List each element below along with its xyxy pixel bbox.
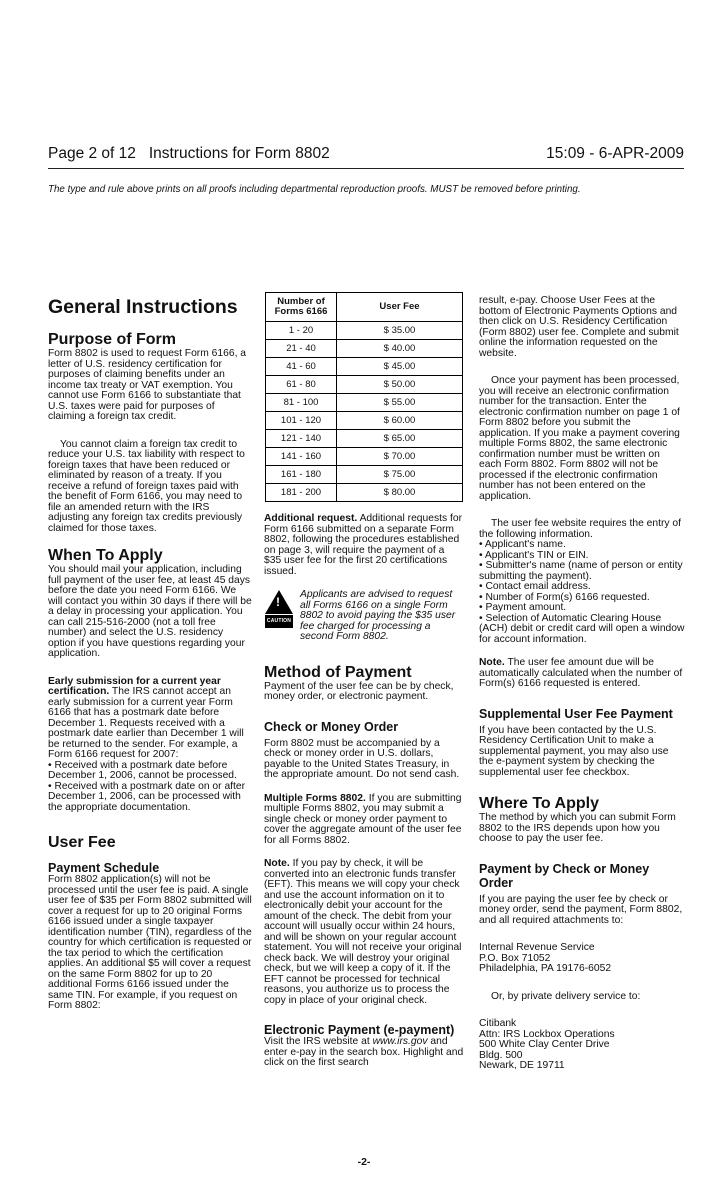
table-header-fee: User Fee xyxy=(337,293,463,322)
general-instructions-title: General Instructions xyxy=(48,296,238,318)
purpose-paragraph-2: You cannot claim a foreign tax credit to reduce your U.S. tax liability with respect to foreign taxes that have been reduced or eliminated by reason of a treaty. If you receive a refund of foreign taxes paid with the benefit of Form 6166, you may need to file an amended return with the IRS adjusting any foreign tax credits previously claimed for those taxes. xyxy=(48,438,245,534)
user-fee-table xyxy=(265,292,463,502)
private-delivery-text: Or, by private delivery service to: xyxy=(491,990,641,1002)
list-item: • Applicant's TIN or EIN. xyxy=(479,549,589,561)
check-note-text: If you pay by check, it will be converted into an electronic funds transfer (EFT). This means we will copy your check and use the account information on it to electronically debit your account for the amount of the check. The debit from your account will usually occur within 24 hours, and will be shown on your regular account statement. You will not receive your original check back. We will destroy your original check, but we will keep a copy of it. If the EFT cannot be processed for technical reasons, you authorize us to process the copy in place of your original check. xyxy=(264,858,462,1006)
purpose-paragraph-1: Form 8802 is used to request Form 6166, a letter of U.S. residency certification for purposes of claiming benefits under an income tax treaty or VAT exemption. You cannot use Form 6166 to substantiate that U.S. taxes were paid for purposes of claiming a foreign tax credit. xyxy=(48,348,247,422)
list-item: • Applicant's name. xyxy=(479,539,566,550)
table-row xyxy=(266,448,463,466)
table-cell-range: 41 - 60 xyxy=(266,358,337,376)
method-of-payment-heading: Method of Payment xyxy=(264,663,412,681)
table-cell-fee: $ 50.00 xyxy=(337,376,463,394)
early-submission-paragraph xyxy=(48,677,253,761)
address-line: Bldg. 500 xyxy=(479,1049,523,1061)
header-right: 15:09 - 6-APR-2009 xyxy=(546,145,684,162)
table-cell-range: 121 - 140 xyxy=(266,430,337,448)
page-number: -2- xyxy=(357,1156,371,1168)
caution-label: CAUTION xyxy=(265,615,293,628)
address-line: Attn: IRS Lockbox Operations xyxy=(479,1028,615,1040)
multiple-forms-paragraph xyxy=(264,794,464,847)
check-money-order-paragraph: Form 8802 must be accompanied by a check or money order in U.S. dollars, payable to the United States Treasury, in the appropriate amount. Do not send cash. xyxy=(264,737,460,780)
when-to-apply-heading: When To Apply xyxy=(48,547,163,564)
list-item: • Contact email address. xyxy=(479,581,591,592)
caution-text: Applicants are advised to request all Forms 6166 on a single Form 8802 to avoid paying the $35 user fee charged for processing a second Form 8802. xyxy=(300,589,456,642)
column-1 xyxy=(48,296,253,1012)
address-line: Philadelphia, PA 19176-6052 xyxy=(479,963,612,974)
epayment-heading: Electronic Payment (e-payment) xyxy=(264,1023,455,1037)
table-row xyxy=(266,412,463,430)
epayment-paragraph xyxy=(264,1037,464,1069)
early-bullet-2: • Received with a postmark date on or after December 1, 2006, can be processed with the appropriate documentation. xyxy=(48,780,246,813)
list-item: • Selection of Automatic Clearing House (ACH) debit or credit card will open a window for account information. xyxy=(479,612,685,645)
table-row xyxy=(266,394,463,412)
table-row xyxy=(266,376,463,394)
caution-box xyxy=(264,590,464,643)
table-cell-range: 141 - 160 xyxy=(266,448,337,466)
warning-triangle-icon: ! xyxy=(265,590,293,614)
early-submission-lead: Early submission for a current year certification. xyxy=(48,675,221,697)
additional-request-text: Additional requests for Form 6166 submitted on a separate Form 8802, following the procedures established on page 3, will require the payment of a $35 user fee for the first 20 certifications issued. xyxy=(264,513,463,577)
required-info-list xyxy=(479,540,685,645)
fee-note-lead: Note. xyxy=(479,657,505,668)
address-line: Newark, DE 19711 xyxy=(479,1060,565,1071)
table-cell-fee: $ 80.00 xyxy=(337,484,463,502)
payment-schedule-paragraph: Form 8802 application(s) will not be processed until the user fee is paid. A single user fee of $35 per Form 8802 submitted will cover a request for up to 20 original Forms 6166 issued under a single taxpayer identification number (TIN), regardless of the country for which certification is requested or the tax period to which the certification applies. An additional $5 will cover a request on the same Form 8802 for up to 20 additional Forms 6166 issued under the same TIN. For example, if you request on Form 8802: xyxy=(48,874,252,1011)
table-cell-fee: $ 35.00 xyxy=(337,322,463,340)
payment-schedule-heading: Payment Schedule xyxy=(48,861,160,875)
table-cell-range: 161 - 180 xyxy=(266,466,337,484)
address-line: 500 White Clay Center Drive xyxy=(479,1039,610,1050)
table-cell-fee: $ 70.00 xyxy=(337,448,463,466)
table-cell-range: 21 - 40 xyxy=(266,340,337,358)
list-item: • Submitter's name (name of person or entity submitting the payment). xyxy=(479,560,683,582)
column-3 xyxy=(479,296,685,1072)
early-bullet-1: • Received with a postmark date before December 1, 2006, cannot be processed. xyxy=(48,759,237,781)
fee-note-paragraph xyxy=(479,658,685,690)
early-submission-text: The IRS cannot accept an early submission for a current year Form 6166 that has a postmark date before December 1. Requests received with a postmark date earlier than December 1 will be returned to the sender. For example, a Form 6166 request for 2007: xyxy=(48,686,244,760)
purpose-heading: Purpose of Form xyxy=(48,331,177,348)
table-cell-fee: $ 55.00 xyxy=(337,394,463,412)
table-row xyxy=(266,484,463,502)
multiple-forms-lead: Multiple Forms 8802. xyxy=(264,792,366,804)
table-row xyxy=(266,322,463,340)
table-cell-range: 1 - 20 xyxy=(266,322,337,340)
table-cell-range: 61 - 80 xyxy=(266,376,337,394)
table-cell-fee: $ 45.00 xyxy=(337,358,463,376)
method-of-payment-paragraph: Payment of the user fee can be by check, money order, or electronic payment. xyxy=(264,680,454,702)
proof-note: The type and rule above prints on all proofs including departmental reproduction proofs. MUST be removed before printing. xyxy=(48,184,581,195)
epayment-text-b: and enter e-pay in the search box. Highlight and click on the first search xyxy=(264,1036,464,1068)
check-note-lead: Note. xyxy=(264,858,290,869)
table-row xyxy=(266,466,463,484)
table-row xyxy=(266,358,463,376)
check-note-paragraph xyxy=(264,859,464,1006)
table-cell-range: 181 - 200 xyxy=(266,484,337,502)
additional-request-lead: Additional request. xyxy=(264,513,358,524)
list-item: • Number of Form(s) 6166 requested. xyxy=(479,591,650,603)
confirmation-number-paragraph: Once your payment has been processed, you will receive an electronic confirmation number for the transaction. Enter the electronic confirmation number on page 1 of Form 8802 before you submit the application. If you make a payment covering multiple Forms 8802, the same electronic confirmation number must be written on each Form 8802. Form 8802 will not be processed if the electronic confirmation number has not been entered on the application. xyxy=(479,375,680,502)
table-cell-fee: $ 40.00 xyxy=(337,340,463,358)
epayment-text-a: Visit the IRS website at xyxy=(264,1036,373,1047)
supplemental-fee-paragraph: If you have been contacted by the U.S. Residency Certification Unit to make a supplemental payment, you may also use the e-payment system by checking the supplemental user fee checkbox. xyxy=(479,724,669,778)
address-line: P.O. Box 71052 xyxy=(479,952,551,964)
payment-by-check-heading: Payment by Check or Money Order xyxy=(479,861,650,890)
table-row xyxy=(266,430,463,448)
multiple-forms-text: If you are submitting multiple Forms 8802, you may submit a single check or money order payment to cover the aggregate amount of the user fee for all Forms 8802. xyxy=(264,792,462,846)
when-to-apply-paragraph: You should mail your application, including full payment of the user fee, at least 45 days before the date you need Form 6166. We will contact you within 30 days if there will be a delay in processing your application. You can call 215-516-2000 (not a toll free number) and select the U.S. residency option if you have questions regarding your application. xyxy=(48,564,252,659)
additional-request-paragraph xyxy=(264,514,464,577)
epay-continued-paragraph: result, e-pay. Choose User Fees at the bottom of Electronic Payments Options and then click on U.S. Residency Certification (Form 8802) user fee. Complete and submit online the information requested on the website. xyxy=(479,295,679,359)
header-left: Page 2 of 12 Instructions for Form 8802 xyxy=(48,145,330,162)
irs-mailing-address xyxy=(479,943,685,975)
user-fee-heading: User Fee xyxy=(48,834,116,851)
where-to-apply-heading: Where To Apply xyxy=(479,795,599,812)
list-item: • Payment amount. xyxy=(479,602,567,613)
payment-by-check-paragraph: If you are paying the user fee by check or money order, send the payment, Form 8802, and all required attachments to: xyxy=(479,893,683,926)
table-header-forms: Number of Forms 6166 xyxy=(266,293,337,322)
address-line: Citibank xyxy=(479,1018,517,1029)
caution-icon xyxy=(264,590,294,628)
table-cell-fee: $ 75.00 xyxy=(337,466,463,484)
table-cell-range: 81 - 100 xyxy=(266,394,337,412)
address-line: Internal Revenue Service xyxy=(479,942,595,953)
header-rule xyxy=(48,168,684,169)
fee-note-text: The user fee amount due will be automatically calculated when the number of Form(s) 6166 requested is entered. xyxy=(479,657,683,689)
private-delivery-address xyxy=(479,1019,685,1072)
supplemental-fee-heading: Supplemental User Fee Payment xyxy=(479,706,673,721)
table-row xyxy=(266,340,463,358)
column-2 xyxy=(264,514,464,1069)
check-money-order-heading: Check or Money Order xyxy=(264,719,399,734)
website-requirements-paragraph: The user fee website requires the entry of the following information. xyxy=(479,518,682,540)
table-cell-range: 101 - 120 xyxy=(266,412,337,430)
table-cell-fee: $ 65.00 xyxy=(337,430,463,448)
table-header-row xyxy=(266,293,463,322)
table-cell-fee: $ 60.00 xyxy=(337,412,463,430)
where-to-apply-paragraph: The method by which you can submit Form 8802 to the IRS depends upon how you choose to pay the user fee. xyxy=(479,812,676,844)
irs-website-link[interactable]: www.irs.gov xyxy=(372,1036,428,1047)
